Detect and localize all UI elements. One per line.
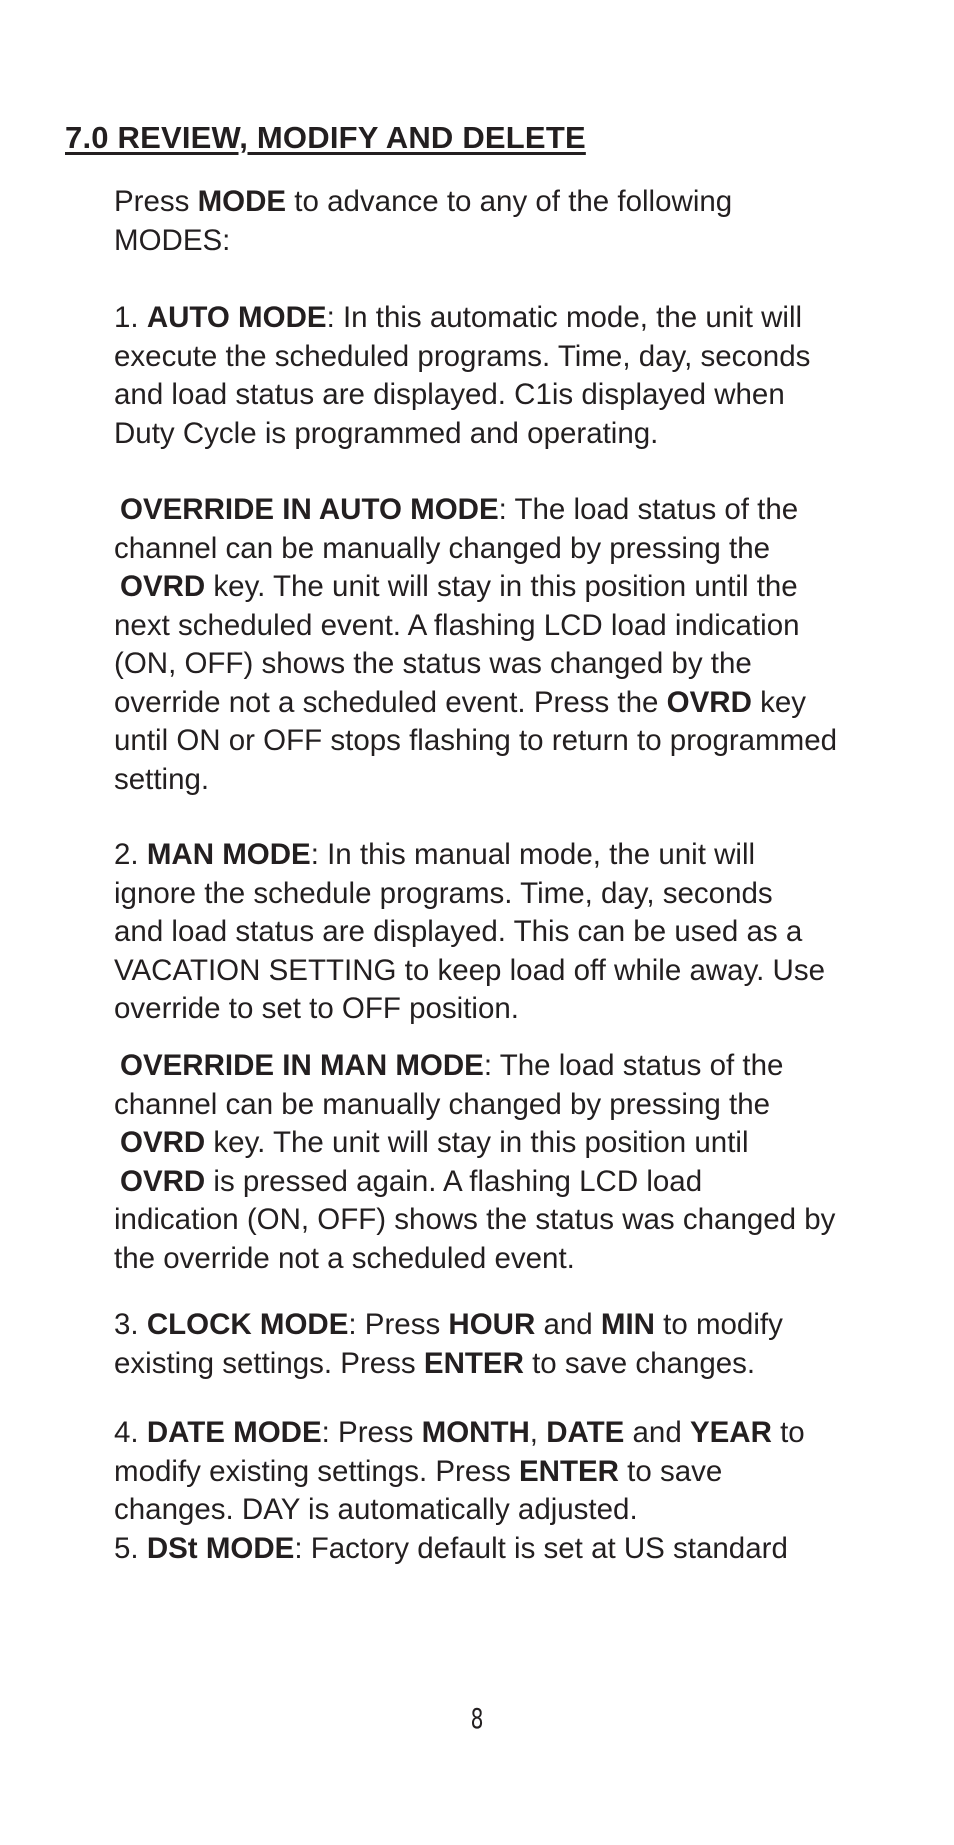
text-line xyxy=(114,1124,934,1163)
text-line: channel can be manually changed by pressing the xyxy=(114,1087,771,1121)
text: override not a scheduled event. Press the xyxy=(114,685,667,719)
man-mode-paragraph xyxy=(114,836,934,1029)
keyword-mode: MODE xyxy=(197,185,287,218)
text: to advance to any of the following xyxy=(286,185,733,218)
override-auto-title: OVERRIDE IN AUTO MODE xyxy=(120,493,499,526)
text-line xyxy=(114,491,934,530)
intro-paragraph xyxy=(114,183,934,260)
text-line: MODES: xyxy=(114,223,231,257)
text-line: Duty Cycle is programmed and operating. xyxy=(114,416,659,450)
text: and xyxy=(535,1308,601,1341)
text: : The load status of the xyxy=(498,493,799,526)
keyword-date: DATE xyxy=(546,1416,625,1449)
item-number: 4. xyxy=(114,1416,147,1449)
text-line: setting. xyxy=(114,762,210,796)
override-man-title: OVERRIDE IN MAN MODE xyxy=(120,1049,484,1082)
text-line xyxy=(114,684,934,723)
dst-mode-paragraph xyxy=(114,1530,934,1569)
section-heading: 7.0 REVIEW, MODIFY AND DELETE xyxy=(65,120,586,155)
text: : Press xyxy=(321,1416,422,1449)
keyword-ovrd: OVRD xyxy=(120,1164,206,1198)
text-line xyxy=(114,1530,934,1569)
text-line xyxy=(114,1414,934,1453)
dst-mode-title: DSt MODE xyxy=(146,1532,295,1565)
man-mode-title: MAN MODE xyxy=(146,838,311,871)
text-line xyxy=(114,299,934,338)
text-line xyxy=(114,183,934,222)
text: , xyxy=(529,1416,547,1449)
text: key. The unit will stay in this position until xyxy=(205,1126,749,1159)
text-line: override to set to OFF position. xyxy=(114,992,519,1025)
item-number: 3. xyxy=(114,1308,147,1341)
auto-override-paragraph xyxy=(114,491,934,799)
text-line xyxy=(114,836,934,875)
item-number: 5. xyxy=(114,1532,147,1565)
text-line: the override not a scheduled event. xyxy=(114,1241,575,1275)
text-line: changes. DAY is automatically adjusted. xyxy=(114,1493,638,1526)
keyword-year: YEAR xyxy=(689,1416,772,1449)
text-line: and load status are displayed. This can be used as a xyxy=(114,915,803,948)
text: : The load status of the xyxy=(483,1049,784,1082)
keyword-month: MONTH xyxy=(421,1416,530,1449)
item-number: 2. xyxy=(114,838,147,871)
text-line: and load status are displayed. C1is displayed when xyxy=(114,378,785,411)
keyword-enter: ENTER xyxy=(423,1346,524,1380)
text: to save xyxy=(618,1454,723,1488)
text-line xyxy=(114,1306,934,1345)
text-line: ignore the schedule programs. Time, day, seconds xyxy=(114,876,773,910)
text-line: execute the scheduled programs. Time, day, seconds xyxy=(114,339,811,373)
text-line xyxy=(114,1453,934,1492)
text-line: until ON or OFF stops flashing to return to programmed xyxy=(114,724,838,757)
text: key. The unit will stay in this position until the xyxy=(205,570,798,603)
text-line xyxy=(114,1163,934,1202)
date-mode-paragraph xyxy=(114,1414,934,1530)
text: is pressed again. A flashing LCD load xyxy=(205,1164,703,1198)
text-line: channel can be manually changed by pressing the xyxy=(114,531,771,565)
man-override-paragraph xyxy=(114,1047,934,1278)
text: existing settings. Press xyxy=(114,1346,424,1380)
date-mode-title: DATE MODE xyxy=(146,1416,322,1449)
text: to save changes. xyxy=(523,1346,756,1380)
text-line: next scheduled event. A flashing LCD load indication xyxy=(114,608,800,642)
keyword-ovrd: OVRD xyxy=(666,685,752,719)
auto-mode-paragraph xyxy=(114,299,934,453)
text: to modify xyxy=(654,1308,783,1341)
auto-mode-title: AUTO MODE xyxy=(146,301,327,334)
text-line: VACATION SETTING to keep load off while away. Use xyxy=(114,953,825,987)
keyword-enter: ENTER xyxy=(518,1454,619,1488)
text: key xyxy=(751,685,806,719)
keyword-ovrd: OVRD xyxy=(120,570,206,603)
page-number: 8 xyxy=(470,1702,484,1735)
text-line: (ON, OFF) shows the status was changed by the xyxy=(114,647,752,680)
keyword-ovrd: OVRD xyxy=(120,1126,206,1159)
keyword-min: MIN xyxy=(600,1308,655,1341)
text: : In this manual mode, the unit will xyxy=(310,838,756,871)
text: Press xyxy=(114,185,198,218)
text-line xyxy=(114,568,934,607)
text: to xyxy=(771,1416,805,1449)
clock-mode-paragraph xyxy=(114,1306,934,1383)
text: : Factory default is set at US standard xyxy=(294,1532,788,1565)
text-line xyxy=(114,1047,934,1086)
keyword-hour: HOUR xyxy=(448,1308,536,1341)
text-line xyxy=(114,1345,934,1384)
text-line: indication (ON, OFF) shows the status was changed by xyxy=(114,1203,836,1236)
item-number: 1. xyxy=(114,301,147,334)
clock-mode-title: CLOCK MODE xyxy=(146,1308,349,1341)
text: and xyxy=(624,1416,690,1449)
text: : In this automatic mode, the unit will xyxy=(326,301,803,334)
text: modify existing settings. Press xyxy=(114,1454,519,1488)
text: : Press xyxy=(348,1308,449,1341)
